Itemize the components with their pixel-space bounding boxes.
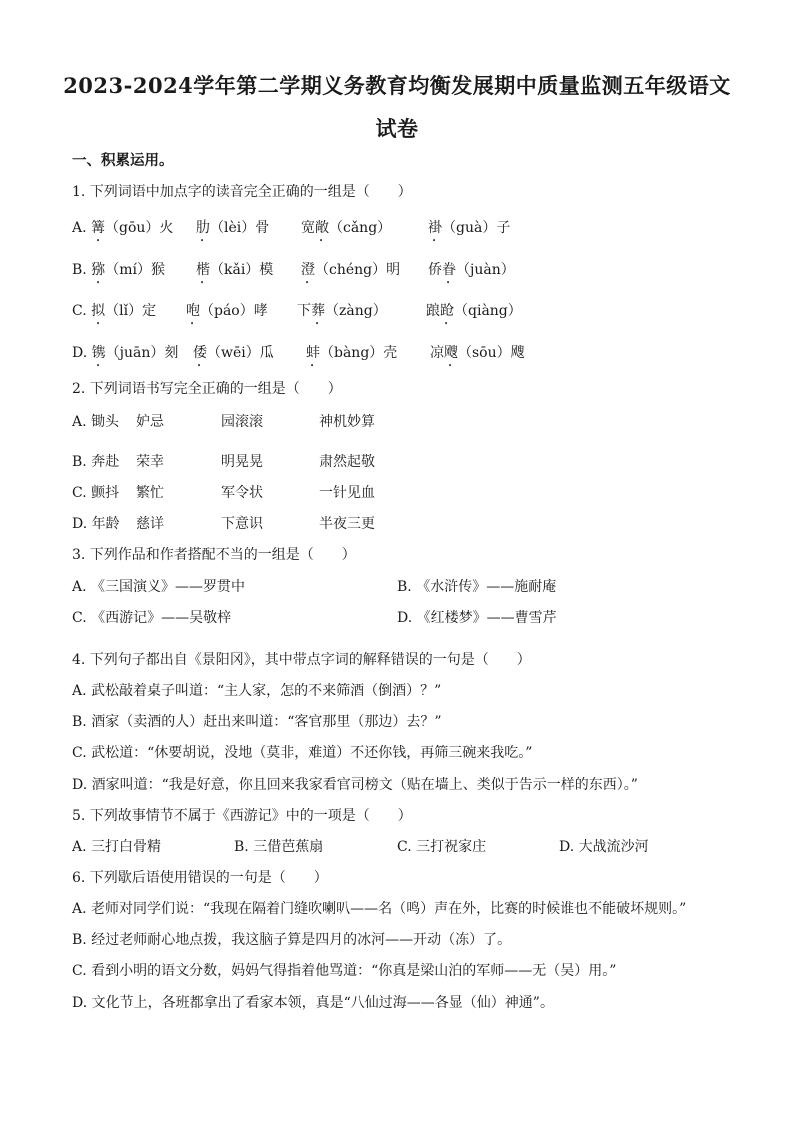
emphasis-dot: • (96, 279, 101, 287)
q1-d-item1: D. 镌（juān）刻 (72, 345, 179, 361)
q2-b-item1: B. 奔赴 (72, 454, 120, 470)
question-3-option-c: C. 《西游记》——吴敬梓 (72, 610, 232, 626)
q1-d-item4: 凉飕（sōu）飕 (430, 345, 525, 361)
question-3-option-b: B. 《水浒传》——施耐庵 (397, 579, 557, 595)
q1-b-item3: 澄（chéng）明 (301, 262, 401, 278)
question-6-option-c: C. 看到小明的语文分数，妈妈气得指着他骂道：“你真是梁山泊的军师——无（吴）用。” (72, 963, 617, 979)
emphasis-dot: • (310, 362, 315, 370)
emphasis-dot: • (315, 320, 320, 328)
q1-b-item1: B. 猕（mí）猴 (72, 262, 165, 278)
q1-a-item1: A. 篝（gōu）火 (72, 220, 174, 236)
q2-b-item2: 荣幸 (136, 454, 164, 470)
question-3-option-a: A. 《三国演义》——罗贯中 (72, 579, 246, 595)
q1-b-item4: 侨眷（juàn） (428, 262, 515, 278)
q2-c-item2: 繁忙 (136, 485, 164, 501)
question-5-option-b: B. 三借芭蕉扇 (234, 839, 324, 855)
q2-c-item4: 一针见血 (319, 485, 375, 501)
q2-d-item4: 半夜三更 (319, 516, 375, 532)
q2-b-item3: 明晃晃 (221, 454, 263, 470)
question-4-option-a: A. 武松敲着桌子叫道：“主人家，怎的不来筛酒（倒酒）？” (72, 683, 442, 699)
question-4-option-b: B. 酒家（卖酒的人）赶出来叫道：“客官那里（那边）去？” (72, 714, 442, 730)
question-6-option-d: D. 文化节上，各班都拿出了看家本领，真是“八仙过海——各显（仙）神通”。 (72, 995, 554, 1011)
q2-a-item2: 妒忌 (136, 414, 164, 430)
question-4-stem: 4. 下列句子都出自《景阳冈》，其中带点字词的解释错误的一句是（ ） (72, 652, 531, 668)
q2-a-item3: 园滚滚 (221, 414, 263, 430)
q2-a-item4: 神机妙算 (319, 414, 375, 430)
q1-a-item4: 褂（guà）子 (428, 220, 511, 236)
emphasis-dot: • (96, 237, 101, 245)
q2-c-item1: C. 颤抖 (72, 485, 120, 501)
emphasis-dot: • (200, 237, 205, 245)
q2-c-item3: 军令状 (221, 485, 263, 501)
question-5-option-c: C. 三打祝家庄 (397, 839, 487, 855)
question-1-stem: 1. 下列词语中加点字的读音完全正确的一组是（ ） (72, 184, 412, 200)
q1-c-item4: 踉跄（qiàng） (426, 303, 522, 319)
page-title: 2023-2024学年第二学期义务教育均衡发展期中质量监测五年级语文 (63, 73, 731, 98)
emphasis-dot: • (96, 362, 101, 370)
question-3-stem: 3. 下列作品和作者搭配不当的一组是（ ） (72, 547, 356, 563)
q2-b-item4: 肃然起敬 (319, 454, 375, 470)
emphasis-dot: • (448, 362, 453, 370)
emphasis-dot: • (197, 362, 202, 370)
q1-c-item2: 咆（páo）哮 (186, 303, 268, 319)
emphasis-dot: • (319, 237, 324, 245)
q1-c-item1: C. 拟（lǐ）定 (72, 303, 157, 319)
q2-d-item2: 慈详 (136, 516, 164, 532)
question-6-option-b: B. 经过老师耐心地点拨，我这脑子算是四月的冰河——开动（冻）了。 (72, 932, 512, 948)
emphasis-dot: • (190, 320, 195, 328)
q2-d-item3: 下意识 (221, 516, 263, 532)
question-5-option-d: D. 大战流沙河 (559, 839, 649, 855)
question-5-option-a: A. 三打白骨精 (72, 839, 162, 855)
q1-b-item2: 楷（kǎi）模 (196, 262, 274, 278)
emphasis-dot: • (432, 237, 437, 245)
q1-c-item3: 下葬（zàng） (297, 303, 387, 319)
q1-a-item2: 肋（lèi）骨 (196, 220, 270, 236)
question-4-option-d: D. 酒家叫道：“我是好意，你且回来我家看官司榜文（贴在墙上、类似于告示一样的东西）。” (72, 777, 638, 793)
emphasis-dot: • (446, 279, 451, 287)
section-heading: 一、积累运用。 (72, 152, 174, 169)
emphasis-dot: • (200, 279, 205, 287)
emphasis-dot: • (96, 320, 101, 328)
question-5-stem: 5. 下列故事情节不属于《西游记》中的一项是（ ） (72, 808, 412, 824)
q1-a-item3: 宽敞（cǎng） (301, 220, 392, 236)
question-3-option-d: D. 《红楼梦》——曹雪芹 (397, 610, 557, 626)
question-6-option-a: A. 老师对同学们说：“我现在隔着门缝吹喇叭——名（鸣）声在外，比赛的时候谁也不能破坏规则。” (72, 901, 687, 917)
question-2-stem: 2. 下列词语书写完全正确的一组是（ ） (72, 381, 342, 397)
q1-d-item2: 倭（wēi）瓜 (193, 345, 274, 361)
question-4-option-c: C. 武松道：“休要胡说，没地（莫非，难道）不还你钱，再筛三碗来我吃。” (72, 745, 533, 761)
page-title-cont: 试卷 (375, 116, 419, 141)
q2-d-item1: D. 年龄 (72, 516, 120, 532)
q2-a-item1: A. 锄头 (72, 414, 120, 430)
emphasis-dot: • (444, 320, 449, 328)
q1-d-item3: 蚌（bàng）壳 (306, 345, 398, 361)
emphasis-dot: • (305, 279, 310, 287)
question-6-stem: 6. 下列歇后语使用错误的一句是（ ） (72, 870, 328, 886)
